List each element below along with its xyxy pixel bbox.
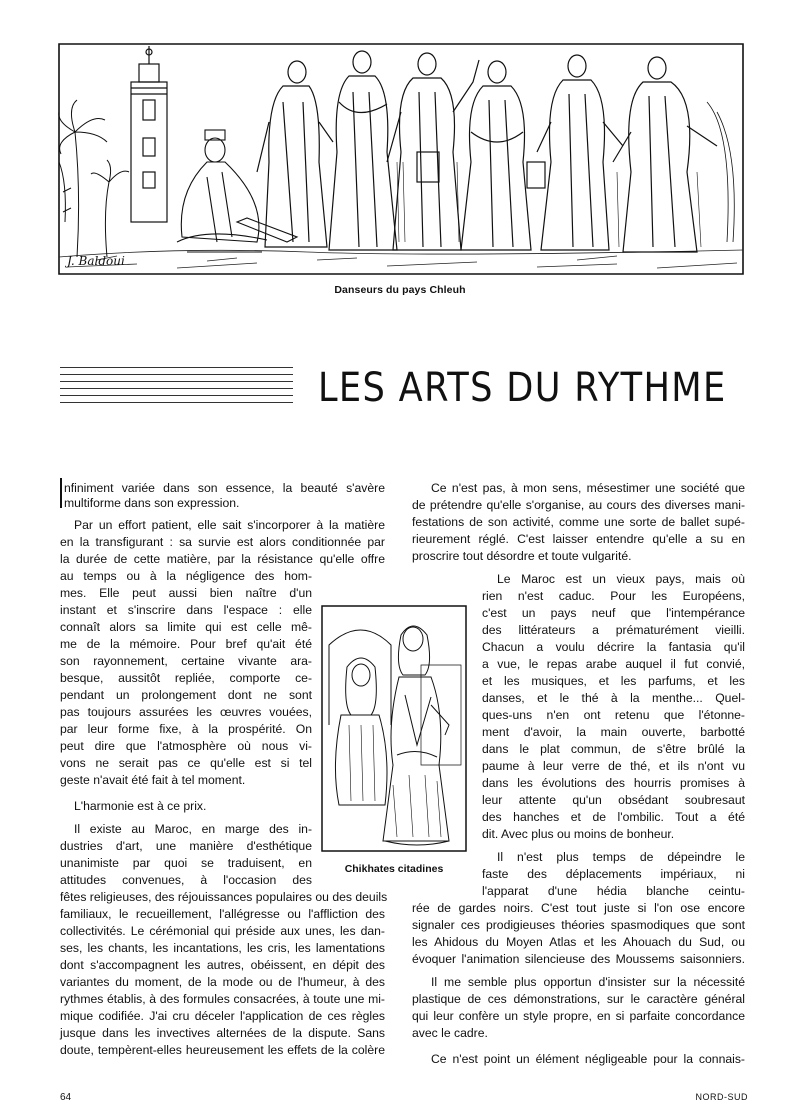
inset-illustration-caption: Chikhates citadines xyxy=(344,863,444,875)
text-line: besque, aussitôt repliée, comporte ce- xyxy=(60,671,312,685)
text-line: Ce n'est point un élément négligeable pour la connais- xyxy=(431,1052,745,1066)
text-line: son rayonnement, certaine vivante ara- xyxy=(60,654,312,668)
text-line: multiforme dans son expression. xyxy=(64,496,240,510)
text-line: Chacun a voulu décrire la fantasia qu'il xyxy=(482,640,745,654)
text-line: plastique de ces démonstrations, sur le caractère général xyxy=(412,992,745,1006)
text-line: connaît alors sa limite qui est celle mê- xyxy=(60,620,312,634)
text-line: danses, et le thé à la menthe... Quel- xyxy=(482,691,745,705)
text-line: peut dire que l'atmosphère où nous vi- xyxy=(60,739,312,753)
text-line: la durée de cette matière, par la résistance qu'elle offre xyxy=(60,552,385,566)
text-line: variantes du moment, de la mode ou de l'humeur, à des xyxy=(60,975,385,989)
text-line: attitudes convenues, à l'occasion des xyxy=(60,873,312,887)
text-line: rythmes établis, à des formules consacrées, à toute une mi- xyxy=(60,992,385,1006)
text-line: Il existe au Maroc, en marge des in- xyxy=(74,822,312,836)
text-line: rien n'est caduc. Pour les Européens, xyxy=(482,589,745,603)
text-line: paume à leur verre de thé, et ils n'ont vu xyxy=(482,759,745,773)
text-line: me de la mémoire. Pour bref qu'ait été xyxy=(60,637,312,651)
text-line: Par un effort patient, elle sait s'incorporer à la matière xyxy=(74,518,385,532)
text-line: mique codifiée. J'ai cru déceler l'application de ces règles xyxy=(60,1009,385,1023)
article-title: LES ARTS DU RYTHME xyxy=(318,365,727,411)
text-line: des littérateurs a prématurément vieilli. xyxy=(482,623,745,637)
text-line: au temps ou à la négligence des hom- xyxy=(60,569,312,583)
artist-signature xyxy=(64,254,125,268)
text-line: familiaux, le recueillement, l'allégresse ou l'affliction des xyxy=(60,907,385,921)
text-line: qui leur confère un style propre, en si parfaite concordance xyxy=(412,1009,745,1023)
text-line: dans les évolutions des hourris promises à xyxy=(482,776,745,790)
text-line: mes. Elle peut aussi bien naître d'un xyxy=(60,586,312,600)
text-line: signaler ces prodigieuses théories spasmodiques que sont xyxy=(412,918,745,932)
text-line: avec le cadre. xyxy=(412,1026,488,1040)
text-line: dans le plat commun, de s'être brûlé la xyxy=(482,742,745,756)
text-line: ses, les chants, les incantations, les cris, les lamentations xyxy=(60,941,385,955)
text-line: et les musiques, et les parfums, et les xyxy=(482,674,745,688)
text-line: nfiniment variée dans son essence, la beauté s'avère xyxy=(64,481,385,495)
text-line: l'apparat d'une hédia blanche ceintu- xyxy=(482,884,745,898)
text-line: Il me semble plus opportun d'insister sur la nécessité xyxy=(431,975,745,989)
text-line: doute, tempèrent-elles heureusement les effets de la colère xyxy=(60,1043,385,1057)
svg-text:J. Baldoui: J. Baldoui xyxy=(67,254,125,268)
text-line: Il n'est plus temps de dépeindre le xyxy=(497,850,745,864)
text-line: rée de gardes noirs. C'est tout juste si l'on ose encore xyxy=(412,901,745,915)
text-line: pendant un prolongement dont ne sont xyxy=(60,688,312,702)
text-line: proscrire tout désordre et toute vulgarité. xyxy=(412,549,632,563)
dancers-illustration xyxy=(57,42,745,276)
dancers-group-drawing xyxy=(257,51,734,252)
text-line: par leur forme fixe, à la prospérité. On xyxy=(60,722,312,736)
text-line: ques-uns n'en ont retenu que l'étonne- xyxy=(482,708,745,722)
text-line: ment d'avoir, la main ouverte, barbotté xyxy=(482,725,745,739)
text-line: dit. Avec plus ou moins de bonheur. xyxy=(482,827,675,841)
text-line: vons ne serait pas ce qu'elle est si tel xyxy=(60,756,312,770)
minaret-drawing xyxy=(131,46,167,222)
text-line: a vue, le repas arabe auquel il fut convié, xyxy=(482,657,745,671)
text-line: geste n'avait été fait à tel moment. xyxy=(60,773,246,787)
text-line: les Ahidous du Moyen Atlas et les Ahouach du Sud, ou xyxy=(412,935,745,949)
text-line: fêtes religieuses, des réjouissances populaires ou des deuils xyxy=(60,890,388,904)
seated-figure-drawing xyxy=(177,130,297,252)
text-line: pas toujours assurées les œuvres vouées, xyxy=(60,705,312,719)
journal-name: NORD-SUD xyxy=(695,1092,748,1102)
text-line: instant et s'inscrire dans l'espace : elle xyxy=(60,603,312,617)
text-line: des hanches et de l'ombilic. Tout a été xyxy=(482,810,745,824)
text-line: leur attente qu'un obsédant soubresaut xyxy=(482,793,745,807)
text-line: dustries d'art, une manière d'esthétique xyxy=(60,839,312,853)
text-line: c'est un pays neuf que l'intempérance xyxy=(482,606,745,620)
text-line: dont s'accompagnent les autres, obéissent, en dépit des xyxy=(60,958,385,972)
text-line: en la transfigurant : sa survie est alors conditionnée par xyxy=(60,535,385,549)
text-line: festations de son activité, comme une sorte de ballet supé- xyxy=(412,515,745,529)
text-line: unanimiste par quoi se traduisent, en xyxy=(60,856,312,870)
text-line: rieurement réglé. C'est laisser entendre qu'elle a su en xyxy=(412,532,745,546)
text-line: Le Maroc est un vieux pays, mais où xyxy=(497,572,745,586)
title-decorative-rules xyxy=(60,367,293,407)
text-line: jusque dans les invectives alternées de la dispute. Sans xyxy=(60,1026,385,1040)
top-illustration-caption: Danseurs du pays Chleuh xyxy=(334,284,466,296)
text-line: L'harmonie est à ce prix. xyxy=(74,799,207,813)
text-line: de prétendre qu'elle s'organise, au cours des diverses mani- xyxy=(412,498,745,512)
text-line: Ce n'est pas, à mon sens, mésestimer une société que xyxy=(431,481,745,495)
chikhates-illustration xyxy=(321,605,467,852)
text-line: faste des déplacements impériaux, ni xyxy=(482,867,745,881)
text-line: évoquer l'animation silencieuse des Moussems saisonniers. xyxy=(412,952,745,966)
page-number: 64 xyxy=(60,1092,72,1103)
drop-cap-bar xyxy=(60,478,63,508)
text-line: collectivités. Le cérémonial qui préside aux unes, les dan- xyxy=(60,924,385,938)
